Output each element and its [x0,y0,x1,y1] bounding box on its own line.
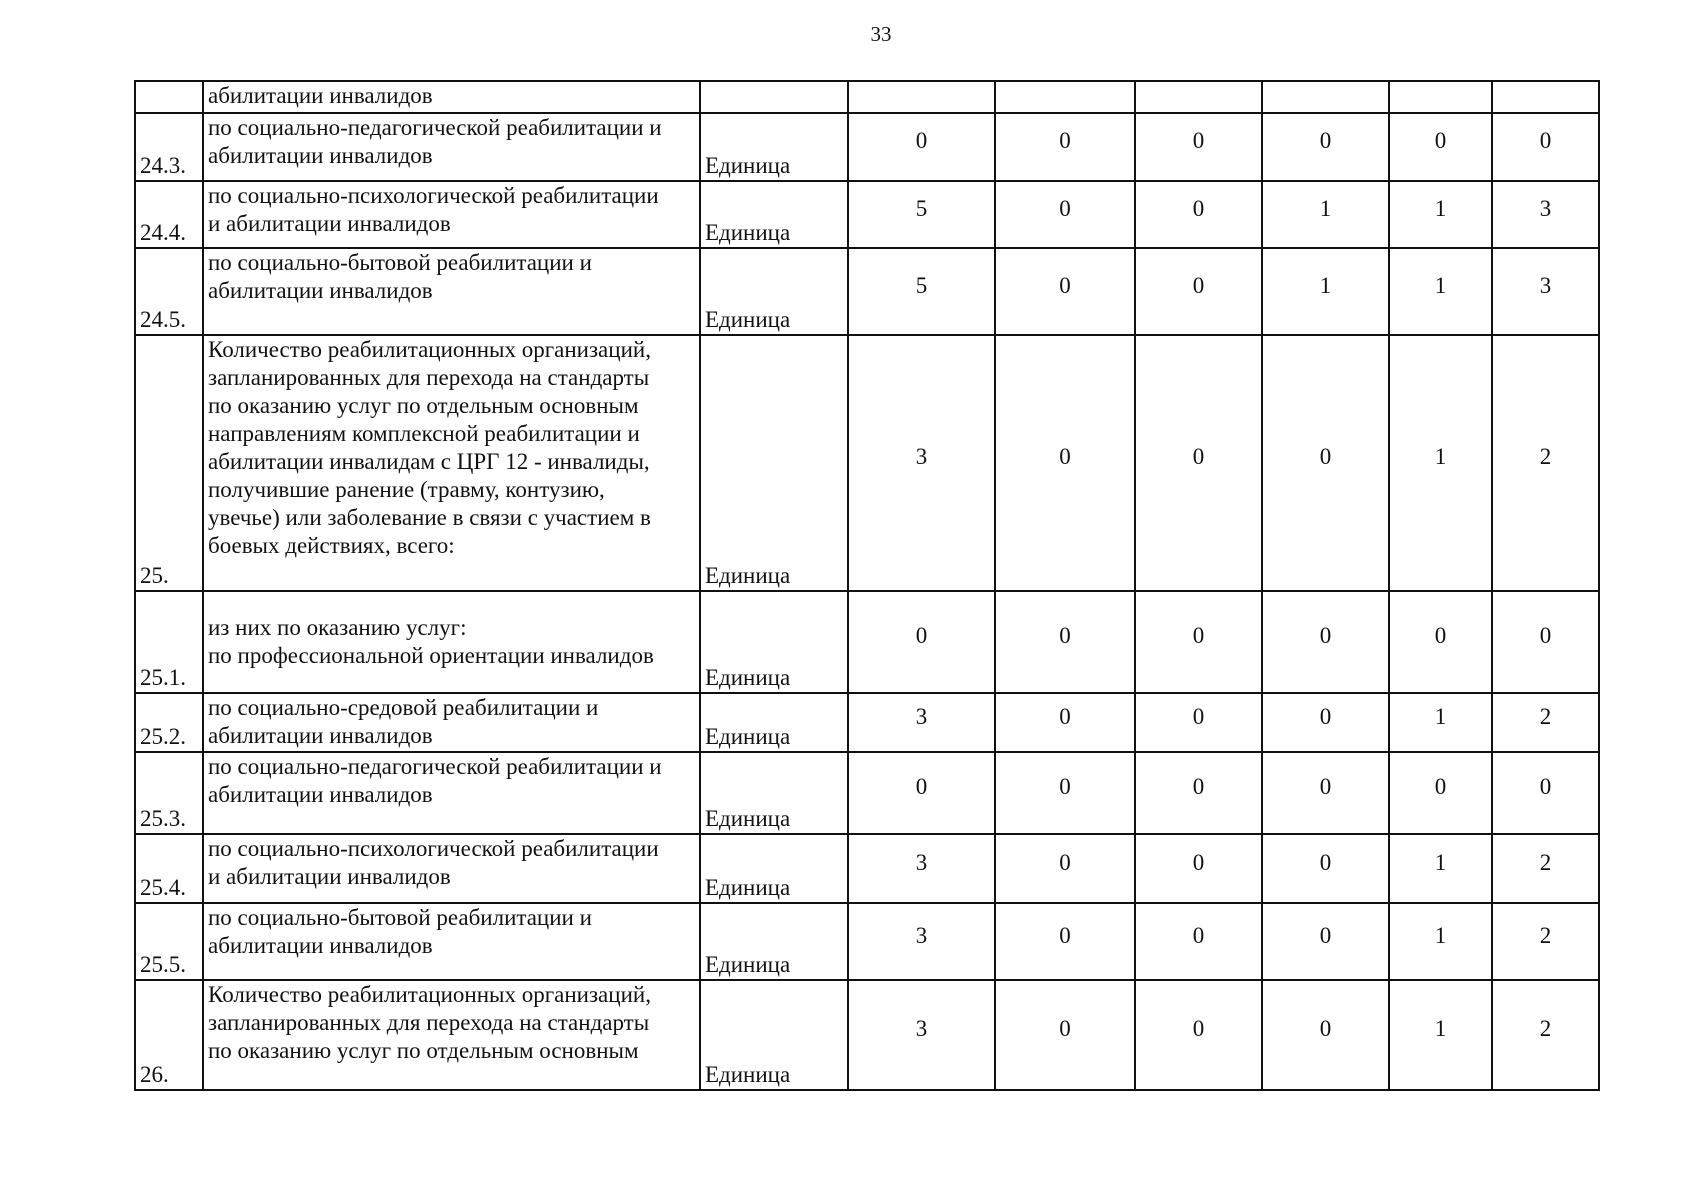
row-name: по социально-бытовой реабилитации и абилитации инвалидов [208,905,592,958]
table-body [135,81,1599,1090]
value: 0 [1539,623,1552,648]
value: 0 [1319,444,1332,469]
value-cell-6 [1492,591,1599,693]
row-number: 25.3. [135,752,203,834]
table-row [135,113,1599,181]
value: 0 [915,623,928,648]
value: 1 [1319,195,1332,221]
row-unit: Единица [700,693,848,752]
table-row [135,834,1599,903]
value-cell-4 [1262,81,1389,113]
value-cell-1 [848,248,995,335]
value-cell-6 [1492,81,1599,113]
row-name-cell [203,752,700,834]
row-name: по социально-психологической реабилитации и абилитации инвалидов [208,836,659,889]
row-name: Количество реабилитационных организаций, запланированных для перехода на стандарты по оказанию услуг по отдельным основным [208,982,651,1063]
value-cell-1 [848,980,995,1090]
value-cell-5 [1389,903,1492,980]
value: 0 [1192,195,1205,221]
value: 0 [1059,849,1071,875]
value: 0 [1192,128,1205,153]
value-cell-5 [1389,248,1492,335]
value: 2 [1539,849,1552,875]
table-row [135,181,1599,248]
value: 0 [1319,128,1332,153]
value: 0 [1059,922,1071,948]
row-unit: Единица [700,113,848,181]
row-unit: Единица [700,181,848,248]
value-cell-6 [1492,752,1599,834]
value: 0 [1192,444,1205,469]
value: 0 [1059,703,1071,729]
value-cell-1 [848,181,995,248]
value-cell-6 [1492,980,1599,1090]
value-cell-2 [995,113,1135,181]
value-cell-6 [1492,903,1599,980]
table-row [135,752,1599,834]
value-cell-3 [1135,693,1262,752]
value: 3 [915,849,928,875]
value: 0 [1192,1016,1205,1041]
row-name-cell [203,834,700,903]
value-cell-3 [1135,591,1262,693]
row-name-cell [203,591,700,693]
value: 0 [1059,444,1071,469]
value-cell-1 [848,693,995,752]
value-cell-5 [1389,980,1492,1090]
row-name: Количество реабилитационных организаций, запланированных для перехода на стандарты по оказанию услуг по отдельным основным направлениям комплексной реабилитации и абилитации инвалидам с ЦРГ 12 - инвалиды, получившие ранение (травму, контузию, увечье) или заболевание в связи с участием в боевых действиях, всего: [208,337,651,558]
row-number: 25.1. [135,591,203,693]
value: 5 [915,195,928,221]
value: 0 [1059,272,1071,298]
value-cell-1 [848,113,995,181]
value: 3 [915,1016,928,1041]
value-cell-2 [995,181,1135,248]
row-name: по социально-средовой реабилитации и абилитации инвалидов [208,695,599,748]
value-cell-2 [995,591,1135,693]
value: 3 [915,444,928,469]
row-unit: Единица [700,980,848,1090]
row-unit: Единица [700,248,848,335]
value: 0 [915,128,928,153]
value-cell-3 [1135,903,1262,980]
value: 0 [1539,128,1552,153]
table-row [135,980,1599,1090]
value-cell-2 [995,980,1135,1090]
value-cell-5 [1389,693,1492,752]
row-unit: Единица [700,335,848,591]
page-number: 33 [870,22,892,46]
value-cell-1 [848,335,995,591]
row-name-cell [203,248,700,335]
table-row [135,248,1599,335]
value-cell-3 [1135,834,1262,903]
value: 0 [1059,623,1071,648]
row-name: из них по оказанию услуг: по профессиональной ориентации инвалидов [208,615,654,668]
value-cell-1 [848,903,995,980]
value-cell-4 [1262,113,1389,181]
value-cell-2 [995,752,1135,834]
row-name-cell [203,903,700,980]
value: 2 [1539,444,1552,469]
value: 0 [1319,1016,1332,1041]
value-cell-1 [848,834,995,903]
value: 0 [1434,128,1447,153]
row-number: 24.3. [135,113,203,181]
row-name-cell [203,181,700,248]
value-cell-5 [1389,591,1492,693]
value: 3 [1539,272,1552,298]
value-cell-6 [1492,834,1599,903]
value: 0 [1192,272,1205,298]
value: 0 [1434,774,1447,799]
value-cell-6 [1492,693,1599,752]
row-number: 25. [135,335,203,591]
table-row [135,903,1599,980]
row-unit [700,81,848,113]
value-cell-4 [1262,752,1389,834]
value: 1 [1434,444,1447,469]
value: 3 [915,922,928,948]
value: 0 [1059,774,1071,799]
table-row [135,693,1599,752]
row-number [135,81,203,113]
value-cell-4 [1262,980,1389,1090]
row-number: 25.4. [135,834,203,903]
value-cell-3 [1135,752,1262,834]
value-cell-1 [848,752,995,834]
value-cell-4 [1262,693,1389,752]
value-cell-4 [1262,335,1389,591]
value-cell-3 [1135,980,1262,1090]
value: 3 [1539,195,1552,221]
value-cell-2 [995,693,1135,752]
value-cell-3 [1135,248,1262,335]
table-row [135,335,1599,591]
row-number: 26. [135,980,203,1090]
table-row [135,591,1599,693]
value: 1 [1434,849,1447,875]
value: 2 [1539,1016,1552,1041]
value-cell-5 [1389,181,1492,248]
row-name-cell [203,980,700,1090]
value: 0 [1192,623,1205,648]
value: 0 [915,774,928,799]
value-cell-6 [1492,181,1599,248]
value-cell-5 [1389,834,1492,903]
value: 0 [1319,623,1332,648]
row-name: по социально-бытовой реабилитации и абилитации инвалидов [208,250,592,303]
value-cell-6 [1492,248,1599,335]
value-cell-4 [1262,834,1389,903]
row-name-cell [203,113,700,181]
value-cell-3 [1135,335,1262,591]
row-number: 25.5. [135,903,203,980]
value: 0 [1192,774,1205,799]
row-unit: Единица [700,903,848,980]
value: 1 [1319,272,1332,298]
value: 0 [1059,128,1071,153]
value-cell-2 [995,248,1135,335]
row-name-cell [203,335,700,591]
value: 0 [1192,849,1205,875]
row-unit: Единица [700,591,848,693]
value: 0 [1059,195,1071,221]
value-cell-6 [1492,335,1599,591]
value-cell-3 [1135,181,1262,248]
value-cell-3 [1135,81,1262,113]
value: 3 [915,703,928,729]
value-cell-4 [1262,591,1389,693]
value-cell-2 [995,903,1135,980]
value: 0 [1319,849,1332,875]
value-cell-1 [848,591,995,693]
value-cell-2 [995,81,1135,113]
value: 2 [1539,703,1552,729]
value: 0 [1319,703,1332,729]
value: 0 [1059,1016,1071,1041]
row-name: по социально-педагогической реабилитации и абилитации инвалидов [208,754,662,807]
value: 1 [1434,703,1447,729]
value: 1 [1434,922,1447,948]
row-name: по социально-педагогической реабилитации и абилитации инвалидов [208,115,662,168]
value: 0 [1319,774,1332,799]
value: 2 [1539,922,1552,948]
value-cell-6 [1492,113,1599,181]
value-cell-4 [1262,181,1389,248]
table-row [135,81,1599,113]
value: 0 [1434,623,1447,648]
value: 0 [1192,922,1205,948]
row-name: абилитации инвалидов [208,83,433,108]
value-cell-1 [848,81,995,113]
value-cell-5 [1389,335,1492,591]
row-unit: Единица [700,834,848,903]
value: 1 [1434,195,1447,221]
value-cell-4 [1262,903,1389,980]
value: 1 [1434,1016,1447,1041]
value-cell-3 [1135,113,1262,181]
row-number: 24.4. [135,181,203,248]
value-cell-2 [995,834,1135,903]
value: 0 [1539,774,1552,799]
row-number: 25.2. [135,693,203,752]
value: 0 [1192,703,1205,729]
row-name-cell [203,693,700,752]
row-name-cell [203,81,700,113]
value-cell-5 [1389,81,1492,113]
row-unit: Единица [700,752,848,834]
value-cell-2 [995,335,1135,591]
value-cell-4 [1262,248,1389,335]
indicator-table [134,80,1600,1091]
value: 1 [1434,272,1447,298]
value: 5 [915,272,928,298]
value: 0 [1319,922,1332,948]
row-number: 24.5. [135,248,203,335]
row-name: по социально-психологической реабилитации и абилитации инвалидов [208,183,659,236]
value-cell-5 [1389,752,1492,834]
value-cell-5 [1389,113,1492,181]
